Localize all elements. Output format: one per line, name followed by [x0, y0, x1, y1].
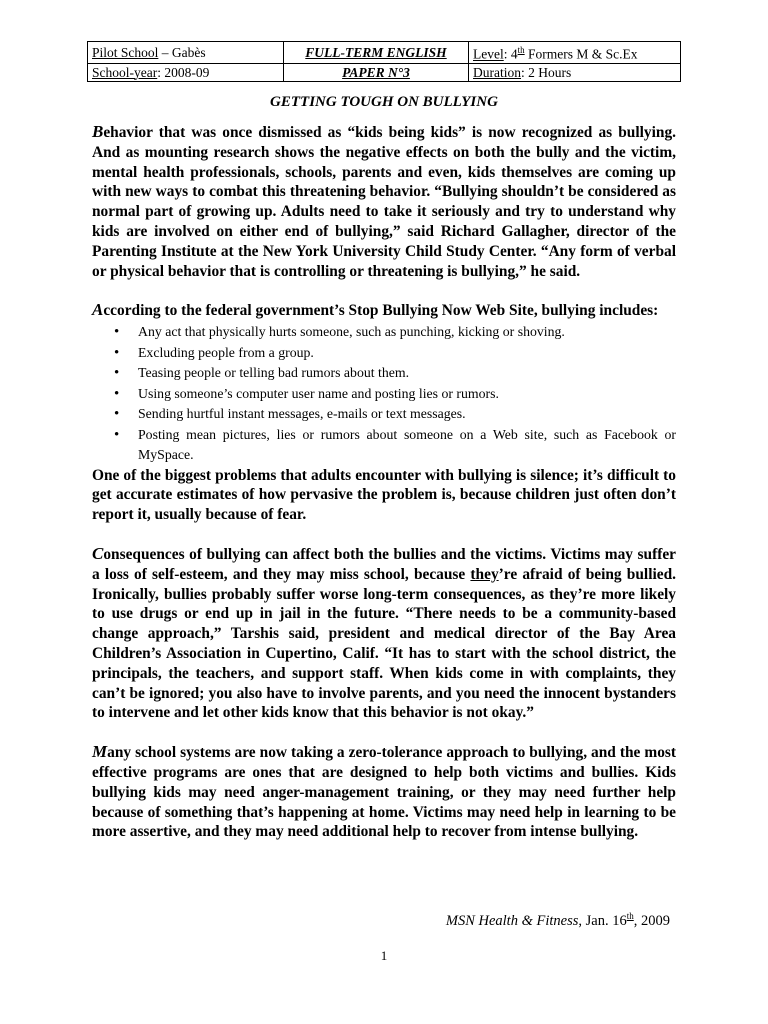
paragraph-5-text-b: to bullying, and the most effective programs are ones that are designed to help both victims and bullies. Kids bullying kids may need anger-management training, or they may need further help because of something that’s happening at home. Victims may need help in learning to be more assertive, and they may need additional help to recover from intense bullying.: [92, 744, 677, 841]
duration-value: : 2 Hours: [521, 64, 572, 80]
year-cell: [88, 63, 284, 81]
paragraph-2-text: ccording to the federal government’s Stop Bullying Now Web Site, bullying includes:: [103, 302, 659, 320]
level-value: Formers M & Sc.Ex: [524, 46, 638, 62]
underlined-word: they: [470, 565, 499, 583]
paragraph-2: [92, 300, 676, 321]
exam-title-cell: FULL-TERM ENGLISH: [284, 42, 469, 64]
paragraph-4-text-a: onsequences of bullying can affect both the bullies and the victims. Victims may suffer a loss of self-esteem, and they may miss school, because: [92, 546, 676, 583]
paragraph-3: One of the biggest problems that adults encounter with bullying is silence; it’s difficult to get accurate estimates of how pervasive the problem is, because children just often don’t report it, usually because of fear.: [92, 466, 676, 524]
paragraph-5-initial: M: [92, 742, 108, 762]
page-number: 1: [380, 948, 388, 963]
article-body: [92, 122, 676, 842]
paragraph-2-initial: A: [92, 300, 104, 320]
source-date: , Jan. 16: [578, 912, 627, 929]
year-value: : 2008-09: [157, 64, 210, 80]
paragraph-4: [92, 544, 676, 723]
school-cell: [88, 42, 284, 64]
emphasis-zero-tolerance: a zero-tolerance approach: [336, 744, 509, 762]
document-title: GETTING TOUGH ON BULLYING: [270, 94, 498, 110]
emphasis-community-approach: a community-based change approach: [92, 605, 677, 643]
paragraph-4-initial: C: [92, 544, 104, 564]
list-item: • Excluding people from a group.: [92, 343, 676, 364]
header-row-2: [88, 63, 681, 81]
list-item: • Sending hurtful instant messages, e-mails or text messages.: [92, 404, 676, 425]
duration-cell: [469, 63, 681, 81]
paper-number-cell: PAPER N°3: [284, 63, 469, 81]
level-cell: [469, 42, 681, 64]
source-publication: MSN Health & Fitness: [445, 912, 579, 929]
year-label: School-year: [92, 64, 158, 80]
list-item: • Any act that physically hurts someone, such as punching, kicking or shoving.: [92, 322, 676, 343]
paragraph-4-text-c: ,” Tarshis said, president and medical director of the Bay Area Children’s Association in Cupertino, Calif. “It has to start with the school district, the principals, the teachers, and support staff. When kids come in with complaints, they can’t be ignored; you also have to involve parents, and you need the innocent bystanders to intervene and let other kids know that this behavior is not okay.”: [92, 625, 677, 722]
school-name: Pilot School: [92, 44, 159, 60]
list-item: • Using someone’s computer user name and posting lies or rumors.: [92, 384, 676, 405]
level-prefix: : 4: [503, 46, 518, 62]
school-location: – Gabès: [158, 44, 206, 60]
header-row-1: [88, 42, 681, 64]
bullying-list: [92, 322, 676, 466]
header-table: [87, 41, 681, 82]
source-citation: [0, 911, 670, 930]
list-item: • Teasing people or telling bad rumors about them.: [92, 363, 676, 384]
duration-label: Duration: [473, 64, 521, 80]
source-date-sup: th: [626, 911, 634, 921]
paragraph-5: [92, 742, 676, 842]
paragraph-1-initial: B: [92, 122, 104, 141]
level-sup: th: [517, 45, 525, 55]
paragraph-5-text-a: any school systems are now taking: [107, 744, 337, 762]
paragraph-1: [92, 122, 676, 281]
level-label: Level: [473, 46, 504, 62]
list-item: • Posting mean pictures, lies or rumors about someone on a Web site, such as Facebook or MySpace.: [92, 425, 676, 466]
source-year: , 2009: [633, 912, 670, 929]
paragraph-1-text: ehavior that was once dismissed as “kids being kids” is now recognized as bullying. And as mounting research shows the negative effects on both the bully and the victim, mental health professionals, schools, parents and even, kids themselves are coming up with new ways to combat this threatening behavior. “Bullying shouldn’t be considered as normal part of growing up. Adults need to take it seriously and try to understand why kids are involved on either end of bullying,” said Richard Gallagher, director of the Parenting Institute at the New York University Child Study Center. “Any form of verbal or physical behavior that is controlling or threatening is bullying,” he said.: [92, 124, 676, 280]
paragraph-4-text-b: ’re afraid of being bullied. Ironically, bullies probably suffer worse long-term consequences, as they’re more likely to use drugs or end up in jail in the future. “There needs to be: [92, 565, 676, 623]
